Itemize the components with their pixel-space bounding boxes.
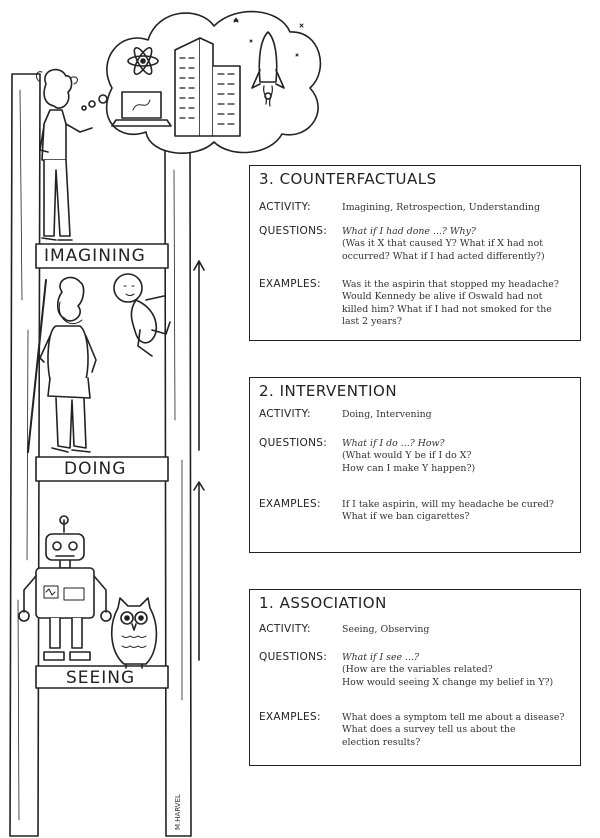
activity-label: ACTIVITY: — [259, 201, 311, 213]
questions-label: QUESTIONS: — [259, 225, 328, 237]
question-head: What if I see ...? — [342, 652, 419, 663]
box-title: 3. COUNTERFACTUALS — [259, 170, 437, 188]
question-head: What if I had done ...? Why? — [342, 226, 476, 237]
examples-value — [342, 712, 574, 749]
artist-signature: M.HARVEL — [174, 794, 182, 830]
questions-label: QUESTIONS: — [259, 437, 328, 449]
question-line: (How are the variables related? — [342, 664, 493, 676]
questions-value — [342, 226, 574, 263]
question-line: How can I make Y happen?) — [342, 462, 476, 474]
examples-label: EXAMPLES: — [259, 498, 321, 510]
examples-label: EXAMPLES: — [259, 278, 321, 290]
examples-value — [342, 499, 574, 524]
rung-arrows — [194, 261, 204, 660]
question-head: What if I do ...? How? — [342, 438, 445, 449]
activity-value: Imagining, Retrospection, Understanding — [342, 202, 540, 213]
intervention-box — [249, 377, 581, 553]
activity-value: Seeing, Observing — [342, 624, 430, 635]
activity-label: ACTIVITY: — [259, 623, 311, 635]
examples-value — [342, 279, 574, 329]
einstein-figure — [36, 70, 92, 240]
association-box — [249, 589, 581, 766]
baby-figure — [114, 274, 170, 356]
rung-label-seeing: SEEING — [66, 668, 136, 688]
rung-label-doing: DOING — [64, 459, 127, 479]
question-line: How would seeing X change my belief in Y?) — [342, 676, 554, 688]
box-title: 1. ASSOCIATION — [259, 594, 387, 612]
question-line: occurred? What if I had acted differently?) — [342, 250, 545, 262]
rung-label-imagining: IMAGINING — [44, 246, 146, 266]
activity-label: ACTIVITY: — [259, 408, 311, 420]
example-line: killed him? What if I had not smoked for the — [342, 303, 552, 315]
questions-value — [342, 652, 574, 689]
question-line: (What would Y be if I do X? — [342, 450, 472, 462]
example-line: election results? — [342, 736, 421, 748]
example-line: What does a survey tell us about the — [342, 724, 516, 736]
example-line: If I take aspirin, will my headache be cured? — [342, 499, 554, 510]
counterfactuals-box — [249, 165, 581, 341]
owl-figure — [112, 598, 157, 668]
examples-label: EXAMPLES: — [259, 711, 321, 723]
example-line: Would Kennedy be alive if Oswald had not — [342, 291, 543, 303]
question-line: (Was it X that caused Y? What if X had not — [342, 238, 543, 250]
example-line: Was it the aspirin that stopped my headache? — [342, 279, 559, 290]
example-line: last 2 years? — [342, 316, 402, 328]
box-title: 2. INTERVENTION — [259, 382, 398, 400]
ladder-rails — [10, 74, 191, 836]
example-line: What does a symptom tell me about a disease? — [342, 712, 565, 723]
questions-value — [342, 438, 574, 475]
activity-value: Doing, Intervening — [342, 409, 432, 420]
example-line: What if we ban cigarettes? — [342, 511, 470, 523]
questions-label: QUESTIONS: — [259, 651, 328, 663]
